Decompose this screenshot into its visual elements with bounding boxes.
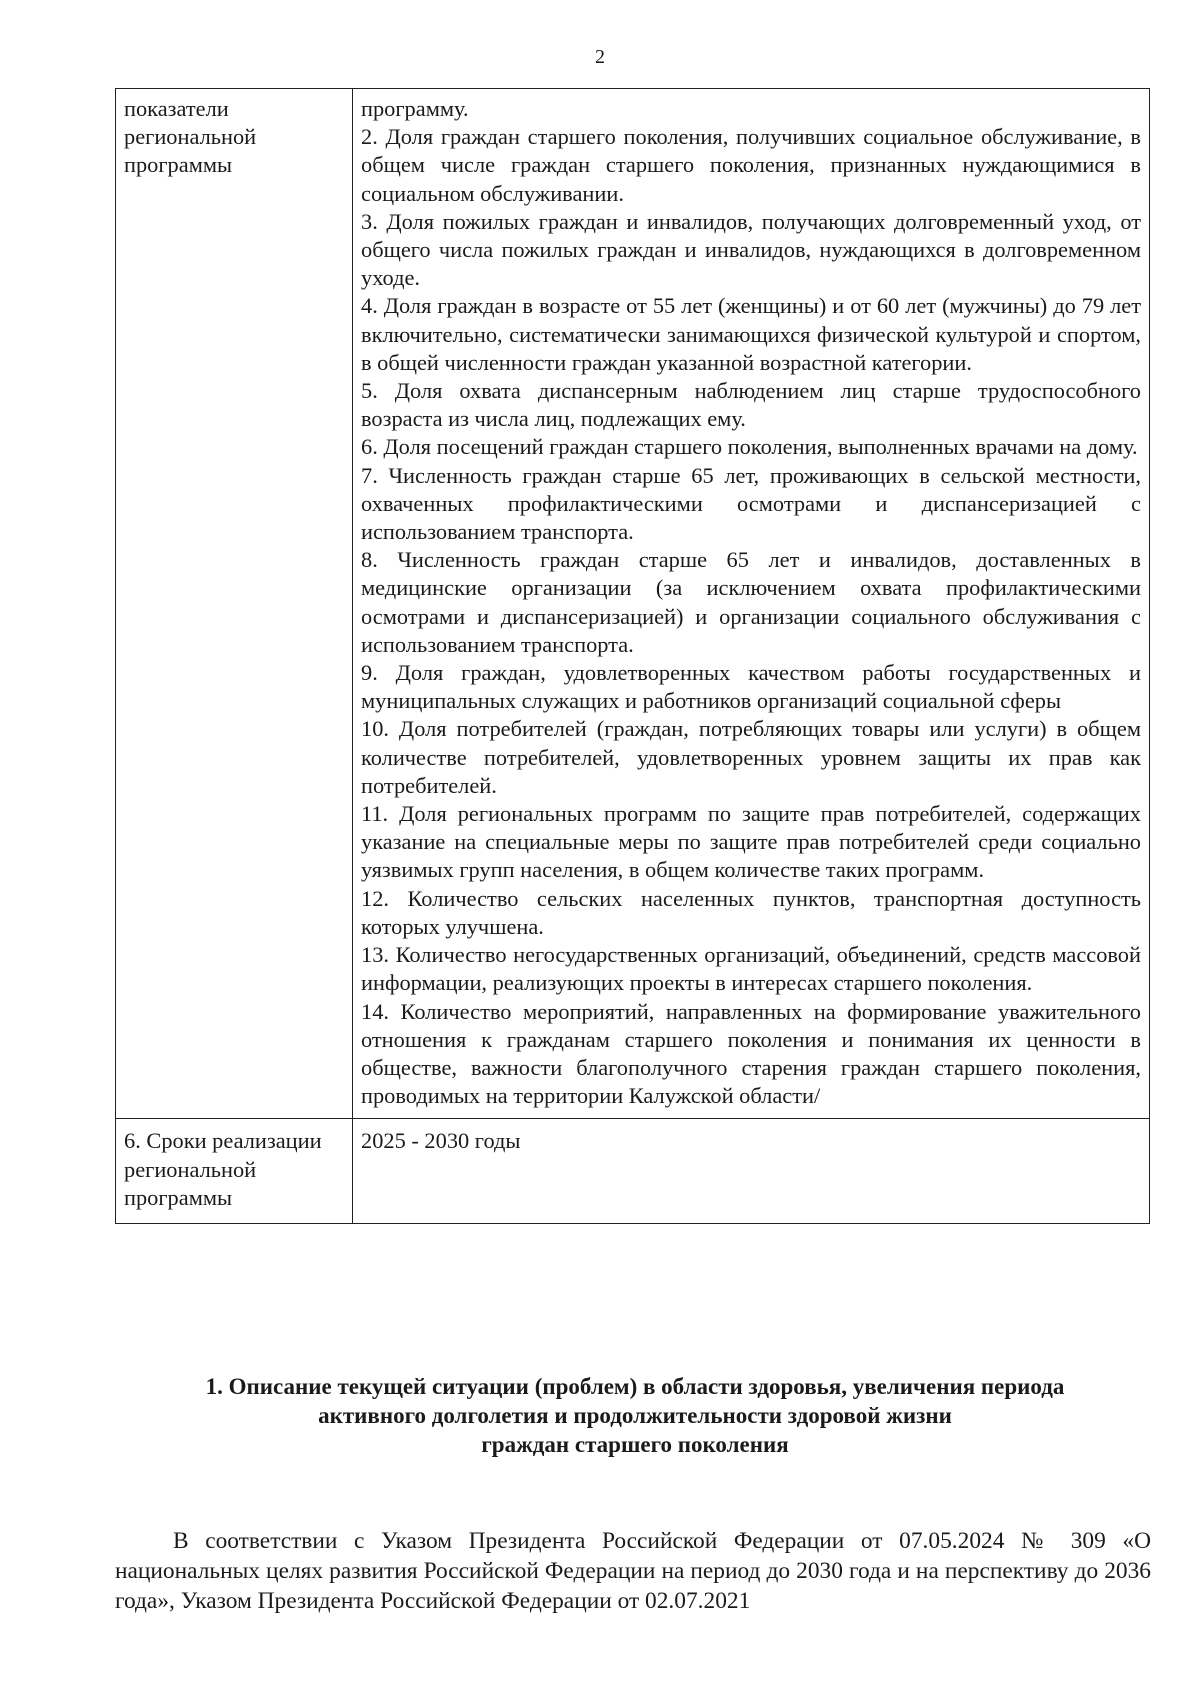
label-line: 6. Сроки реализации (124, 1128, 322, 1154)
label-line: программы (124, 152, 233, 178)
table-row-indicators (116, 89, 1150, 1119)
indicator-item: 9. Доля граждан, удовлетворенных качеством работы государственных и муниципальных служащих и работников организаций социальной сферы (361, 660, 1141, 714)
page-number: 2 (595, 46, 605, 68)
program-passport-table (115, 88, 1150, 1224)
label-line: региональной (124, 124, 257, 150)
label-line: показатели (124, 96, 229, 121)
section-heading (115, 1372, 1155, 1459)
term-value: 2025 - 2030 годы (353, 1119, 1150, 1224)
row-label-indicators (116, 89, 353, 1119)
indicator-item: 13. Количество негосударственных организаций, объединений, средств массовой информации, реализующих проекты в интересах старшего поколения. (361, 942, 1141, 996)
indicator-item: 4. Доля граждан в возрасте от 55 лет (женщины) и от 60 лет (мужчины) до 79 лет включительно, систематически занимающихся физической культурой и спортом, в общей численности граждан указанной возрастной категории. (361, 293, 1141, 375)
heading-line: граждан старшего поколения (481, 1432, 789, 1457)
indicator-item: 5. Доля охвата диспансерным наблюдением лиц старше трудоспособного возраста из числа лиц, подлежащих ему. (361, 378, 1141, 432)
indicator-item: 2. Доля граждан старшего поколения, получивших социальное обслуживание, в общем числе граждан старшего поколения, признанных нуждающимися в социальном обслуживании. (361, 124, 1141, 206)
indicator-item: 12. Количество сельских населенных пунктов, транспортная доступность которых улучшена. (361, 885, 1141, 939)
body-paragraph: В соответствии с Указом Президента Российской Федерации от 07.05.2024 № 309 «О национальных целях развития Российской Федерации на период до 2030 года и на перспективу до 2036 года», Указом Президента Российской Федерации от 02.07.2021 (115, 1528, 1151, 1615)
indicator-item: 7. Численность граждан старше 65 лет, проживающих в сельской местности, охваченных профилактическими осмотрами и диспансеризацией с использованием транспорта. (361, 462, 1141, 545)
label-line: программы (124, 1184, 233, 1210)
indicator-item: 10. Доля потребителей (граждан, потребляющих товары или услуги) в общем количестве потребителей, удовлетворенных уровнем защиты их прав как потребителей. (361, 716, 1141, 798)
row-label-term (116, 1119, 353, 1224)
indicator-item: программу. (361, 96, 469, 121)
heading-line: 1. Описание текущей ситуации (проблем) в области здоровья, увеличения периода (205, 1374, 1065, 1399)
indicator-item: 3. Доля пожилых граждан и инвалидов, получающих долговременный уход, от общего числа пожилых граждан и инвалидов, нуждающихся в долговременном уходе. (361, 208, 1141, 291)
table-row-term (116, 1119, 1150, 1224)
indicator-item: 6. Доля посещений граждан старшего поколения, выполненных врачами на дому. (361, 434, 1138, 460)
label-line: региональной (124, 1156, 257, 1182)
indicator-item: 11. Доля региональных программ по защите прав потребителей, содержащих указание на специальные меры по защите прав потребителей среди социально уязвимых групп населения, в общем количестве таких программ. (361, 801, 1141, 883)
indicator-item: 8. Численность граждан старше 65 лет и инвалидов, доставленных в медицинские организации (за исключением охвата профилактическими осмотрами и диспансеризацией) и организации социального обслуживания с использованием транспорта. (361, 547, 1141, 657)
indicator-item: 14. Количество мероприятий, направленных на формирование уважительного отношения к гражданам старшего поколения и понимания их ценности в обществе, важности благополучного старения граждан старшего поколения, проводимых на территории Калужской области/ (361, 998, 1141, 1109)
heading-line: активного долголетия и продолжительности здоровой жизни (318, 1403, 952, 1428)
indicators-list (353, 89, 1150, 1119)
